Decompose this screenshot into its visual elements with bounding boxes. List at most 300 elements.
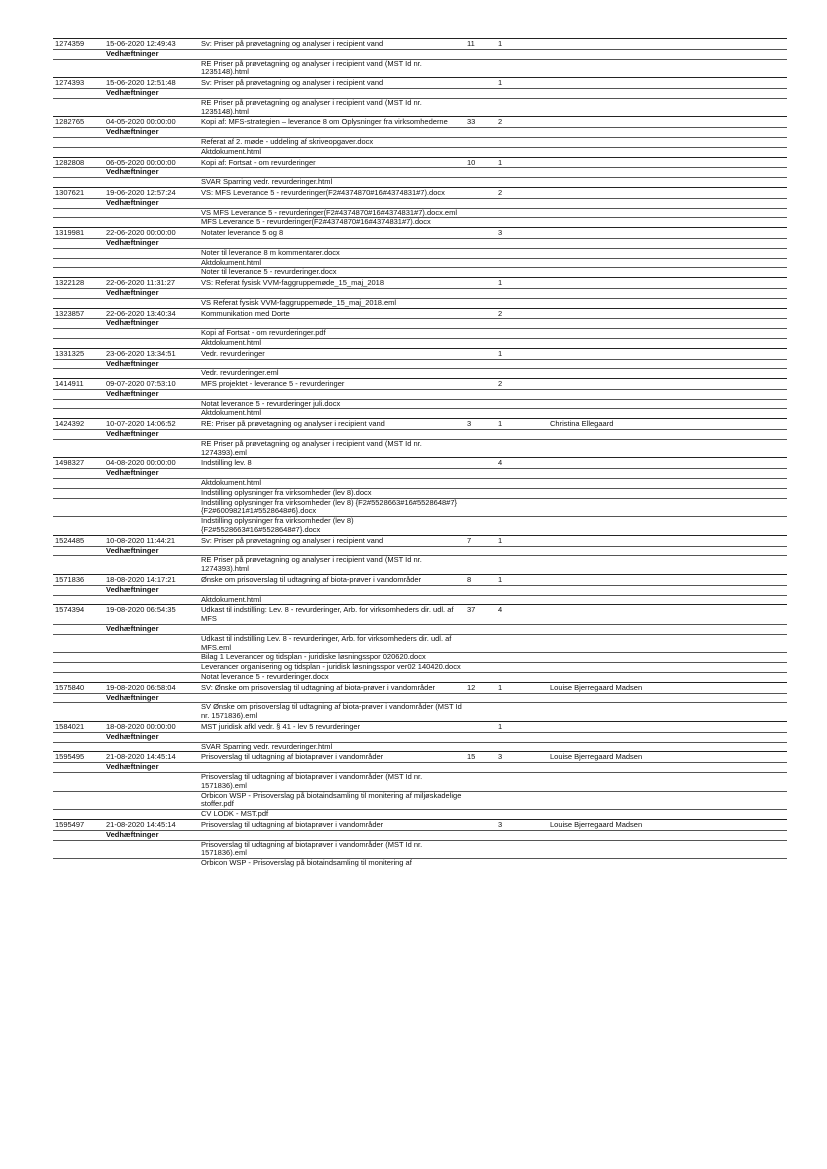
record-row xyxy=(53,278,787,289)
attachment-spacer xyxy=(465,488,496,498)
attachments-header-row xyxy=(53,49,787,59)
record-count: 1 xyxy=(496,575,548,586)
attachments-spacer xyxy=(199,128,465,138)
document-log-body xyxy=(53,39,787,868)
attachment-spacer xyxy=(53,59,104,78)
attachments-spacer xyxy=(465,693,496,703)
attachment-spacer xyxy=(104,98,199,117)
attachment-filename: Prisoverslag til udtagning af biotaprøver i vandområder (MST Id nr. 1571836).eml xyxy=(199,840,465,859)
attachment-spacer xyxy=(465,663,496,673)
record-date: 15-06-2020 12:51:48 xyxy=(104,78,199,89)
attachment-spacer xyxy=(496,268,548,278)
record-title: Sv: Priser på prøvetagning og analyser i recipient vand xyxy=(199,535,465,546)
record-title: Kommunikation med Dorte xyxy=(199,308,465,319)
record-count: 3 xyxy=(496,819,548,830)
attachment-spacer xyxy=(496,439,548,458)
attachment-spacer xyxy=(465,810,496,820)
attachment-spacer xyxy=(465,369,496,379)
record-date: 04-08-2020 00:00:00 xyxy=(104,458,199,469)
attachments-label: Vedhæftninger xyxy=(104,49,199,59)
attachment-spacer xyxy=(104,479,199,489)
attachments-spacer xyxy=(53,288,104,298)
record-row xyxy=(53,682,787,693)
attachments-spacer xyxy=(465,389,496,399)
attachments-spacer xyxy=(53,359,104,369)
attachment-spacer xyxy=(496,218,548,228)
attachment-filename: VS Referat fysisk VVM-faggruppemøde_15_maj_2018.eml xyxy=(199,298,465,308)
attachments-spacer xyxy=(548,168,787,178)
record-row xyxy=(53,458,787,469)
attachments-spacer xyxy=(496,49,548,59)
attachment-spacer xyxy=(53,673,104,683)
record-pages: 10 xyxy=(465,157,496,168)
attachment-spacer xyxy=(496,742,548,752)
attachment-filename: Orbicon WSP - Prisoverslag på biotaindsamling til monitering af miljøskadelige stoffer.pdf xyxy=(199,791,465,810)
attachments-spacer xyxy=(496,168,548,178)
record-id: 1498327 xyxy=(53,458,104,469)
record-row xyxy=(53,379,787,390)
attachment-spacer xyxy=(104,498,199,517)
attachment-spacer xyxy=(548,258,787,268)
record-pages: 3 xyxy=(465,419,496,430)
attachment-spacer xyxy=(465,178,496,188)
attachments-label: Vedhæftninger xyxy=(104,763,199,773)
attachments-spacer xyxy=(496,625,548,635)
attachments-header-row xyxy=(53,198,787,208)
attachment-spacer xyxy=(548,409,787,419)
attachments-spacer xyxy=(465,198,496,208)
attachment-spacer xyxy=(548,772,787,791)
record-date: 18-08-2020 00:00:00 xyxy=(104,721,199,732)
attachment-spacer xyxy=(548,634,787,653)
attachment-spacer xyxy=(104,258,199,268)
record-pages xyxy=(465,348,496,359)
attachment-filename: Kopi af Fortsat - om revurderinger.pdf xyxy=(199,329,465,339)
attachments-spacer xyxy=(199,763,465,773)
attachment-spacer xyxy=(496,673,548,683)
attachment-spacer xyxy=(548,98,787,117)
attachment-spacer xyxy=(548,859,787,868)
attachment-spacer xyxy=(496,409,548,419)
attachment-spacer xyxy=(496,399,548,409)
attachment-spacer xyxy=(465,479,496,489)
attachments-spacer xyxy=(496,198,548,208)
attachment-spacer xyxy=(496,147,548,157)
attachment-row xyxy=(53,439,787,458)
record-id: 1584021 xyxy=(53,721,104,732)
record-person xyxy=(548,157,787,168)
attachments-spacer xyxy=(53,430,104,440)
record-count: 3 xyxy=(496,228,548,239)
record-person xyxy=(548,308,787,319)
record-count: 1 xyxy=(496,278,548,289)
record-count: 1 xyxy=(496,39,548,50)
attachment-row xyxy=(53,329,787,339)
attachments-spacer xyxy=(465,430,496,440)
attachment-spacer xyxy=(104,703,199,722)
record-id: 1282808 xyxy=(53,157,104,168)
attachment-spacer xyxy=(53,218,104,228)
attachment-filename: Notat leverance 5 - revurderinger juli.docx xyxy=(199,399,465,409)
attachments-header-row xyxy=(53,288,787,298)
attachment-row xyxy=(53,218,787,228)
attachment-spacer xyxy=(465,772,496,791)
attachment-spacer xyxy=(465,517,496,536)
record-title: Sv: Priser på prøvetagning og analyser i recipient vand xyxy=(199,78,465,89)
record-pages xyxy=(465,308,496,319)
attachment-spacer xyxy=(53,859,104,868)
attachments-spacer xyxy=(53,469,104,479)
attachments-spacer xyxy=(496,693,548,703)
record-count: 2 xyxy=(496,117,548,128)
record-row xyxy=(53,228,787,239)
attachment-spacer xyxy=(104,248,199,258)
attachments-spacer xyxy=(548,625,787,635)
attachments-spacer xyxy=(465,238,496,248)
record-id: 1595497 xyxy=(53,819,104,830)
attachments-spacer xyxy=(465,288,496,298)
record-date: 06-05-2020 00:00:00 xyxy=(104,157,199,168)
attachment-spacer xyxy=(465,208,496,218)
attachments-spacer xyxy=(548,763,787,773)
record-row xyxy=(53,535,787,546)
record-row xyxy=(53,157,787,168)
record-pages xyxy=(465,228,496,239)
attachment-filename: Aktdokument.html xyxy=(199,338,465,348)
record-pages: 15 xyxy=(465,752,496,763)
record-date: 22-06-2020 00:00:00 xyxy=(104,228,199,239)
record-pages: 11 xyxy=(465,39,496,50)
attachments-label: Vedhæftninger xyxy=(104,389,199,399)
attachment-spacer xyxy=(548,663,787,673)
record-count: 1 xyxy=(496,535,548,546)
attachment-spacer xyxy=(104,595,199,605)
attachment-spacer xyxy=(548,840,787,859)
attachments-header-row xyxy=(53,238,787,248)
attachment-spacer xyxy=(53,556,104,575)
attachment-spacer xyxy=(53,409,104,419)
attachments-spacer xyxy=(199,732,465,742)
attachment-spacer xyxy=(104,329,199,339)
attachment-spacer xyxy=(548,399,787,409)
attachment-spacer xyxy=(465,338,496,348)
record-person xyxy=(548,228,787,239)
attachment-filename: Aktdokument.html xyxy=(199,479,465,489)
attachment-spacer xyxy=(53,653,104,663)
attachments-label: Vedhæftninger xyxy=(104,732,199,742)
attachment-spacer xyxy=(496,810,548,820)
record-date: 23-06-2020 13:34:51 xyxy=(104,348,199,359)
attachments-label: Vedhæftninger xyxy=(104,88,199,98)
record-pages xyxy=(465,819,496,830)
attachment-filename: MFS Leverance 5 - revurderinger(F2#4374870#16#4374831#7).docx xyxy=(199,218,465,228)
attachment-spacer xyxy=(104,409,199,419)
attachments-label: Vedhæftninger xyxy=(104,198,199,208)
record-person xyxy=(548,575,787,586)
attachment-spacer xyxy=(104,859,199,868)
attachment-spacer xyxy=(548,329,787,339)
attachment-spacer xyxy=(104,178,199,188)
attachments-spacer xyxy=(496,128,548,138)
record-id: 1424392 xyxy=(53,419,104,430)
attachment-spacer xyxy=(465,218,496,228)
attachment-spacer xyxy=(465,137,496,147)
attachment-spacer xyxy=(548,268,787,278)
attachment-spacer xyxy=(496,556,548,575)
attachment-filename: VS MFS Leverance 5 - revurderinger(F2#4374870#16#4374831#7).docx.eml xyxy=(199,208,465,218)
attachment-row xyxy=(53,258,787,268)
attachment-spacer xyxy=(496,338,548,348)
attachments-label: Vedhæftninger xyxy=(104,238,199,248)
attachment-spacer xyxy=(104,137,199,147)
attachment-spacer xyxy=(496,98,548,117)
attachment-row xyxy=(53,663,787,673)
attachment-spacer xyxy=(104,59,199,78)
attachments-spacer xyxy=(496,88,548,98)
attachment-row xyxy=(53,810,787,820)
attachments-spacer xyxy=(53,168,104,178)
record-row xyxy=(53,819,787,830)
record-pages xyxy=(465,458,496,469)
record-title: Prisoverslag til udtagning af biotaprøver i vandområder xyxy=(199,752,465,763)
attachments-spacer xyxy=(465,763,496,773)
attachment-spacer xyxy=(53,840,104,859)
attachments-spacer xyxy=(496,732,548,742)
record-id: 1322128 xyxy=(53,278,104,289)
attachments-label: Vedhæftninger xyxy=(104,168,199,178)
attachments-spacer xyxy=(53,585,104,595)
attachment-spacer xyxy=(465,329,496,339)
record-date: 10-07-2020 14:06:52 xyxy=(104,419,199,430)
attachment-spacer xyxy=(496,859,548,868)
attachments-spacer xyxy=(53,319,104,329)
record-row xyxy=(53,78,787,89)
attachments-spacer xyxy=(548,198,787,208)
record-count: 1 xyxy=(496,348,548,359)
attachment-spacer xyxy=(104,369,199,379)
attachment-row xyxy=(53,772,787,791)
record-id: 1307621 xyxy=(53,187,104,198)
attachment-filename: Aktdokument.html xyxy=(199,595,465,605)
attachment-spacer xyxy=(53,663,104,673)
attachment-row xyxy=(53,147,787,157)
attachment-filename: Udkast til indstilling Lev. 8 - revurderinger, Arb. for virksomheders dir. udl. af MFS.eml xyxy=(199,634,465,653)
attachment-spacer xyxy=(548,479,787,489)
attachment-spacer xyxy=(53,791,104,810)
attachments-header-row xyxy=(53,585,787,595)
attachment-spacer xyxy=(496,703,548,722)
attachment-spacer xyxy=(465,840,496,859)
attachment-spacer xyxy=(53,137,104,147)
record-id: 1319981 xyxy=(53,228,104,239)
record-title: Kopi af: MFS-strategien – leverance 8 om Oplysninger fra virksomhederne xyxy=(199,117,465,128)
record-count: 2 xyxy=(496,308,548,319)
record-id: 1282765 xyxy=(53,117,104,128)
attachments-spacer xyxy=(53,49,104,59)
attachment-spacer xyxy=(548,178,787,188)
record-count: 1 xyxy=(496,78,548,89)
document-log-table xyxy=(53,38,787,868)
attachment-spacer xyxy=(496,329,548,339)
record-id: 1323857 xyxy=(53,308,104,319)
attachments-header-row xyxy=(53,88,787,98)
attachment-spacer xyxy=(465,258,496,268)
record-person: Christina Ellegaard xyxy=(548,419,787,430)
record-person: Louise Bjerregaard Madsen xyxy=(548,819,787,830)
attachment-row xyxy=(53,59,787,78)
record-count: 4 xyxy=(496,605,548,625)
attachments-spacer xyxy=(199,389,465,399)
record-person xyxy=(548,39,787,50)
attachments-spacer xyxy=(465,359,496,369)
attachments-spacer xyxy=(199,49,465,59)
attachments-spacer xyxy=(548,732,787,742)
attachment-spacer xyxy=(548,556,787,575)
attachment-spacer xyxy=(496,258,548,268)
attachment-spacer xyxy=(496,248,548,258)
attachment-spacer xyxy=(465,147,496,157)
attachment-spacer xyxy=(104,653,199,663)
attachments-spacer xyxy=(465,469,496,479)
attachment-spacer xyxy=(104,147,199,157)
attachment-spacer xyxy=(465,556,496,575)
attachment-spacer xyxy=(496,840,548,859)
attachments-header-row xyxy=(53,319,787,329)
attachment-filename: RE Priser på prøvetagning og analyser i recipient vand (MST Id nr. 1274393).html xyxy=(199,556,465,575)
attachments-spacer xyxy=(199,625,465,635)
attachment-filename: SV Ønske om prisoverslag til udtagning af biota-prøver i vandområder (MST Id nr. 1571836).eml xyxy=(199,703,465,722)
attachment-row xyxy=(53,338,787,348)
record-row xyxy=(53,752,787,763)
attachment-spacer xyxy=(465,298,496,308)
attachment-row xyxy=(53,137,787,147)
attachments-spacer xyxy=(548,546,787,556)
attachments-spacer xyxy=(496,469,548,479)
record-person xyxy=(548,278,787,289)
attachment-spacer xyxy=(104,663,199,673)
record-person xyxy=(548,78,787,89)
attachments-spacer xyxy=(53,128,104,138)
attachment-spacer xyxy=(104,218,199,228)
attachments-label: Vedhæftninger xyxy=(104,585,199,595)
record-pages xyxy=(465,721,496,732)
attachment-spacer xyxy=(496,653,548,663)
attachment-spacer xyxy=(53,98,104,117)
attachment-row xyxy=(53,703,787,722)
record-person xyxy=(548,605,787,625)
attachments-label: Vedhæftninger xyxy=(104,830,199,840)
attachments-label: Vedhæftninger xyxy=(104,430,199,440)
attachment-spacer xyxy=(465,98,496,117)
attachments-header-row xyxy=(53,625,787,635)
record-row xyxy=(53,348,787,359)
attachment-filename: Indstilling oplysninger fra virksomheder (lev 8).docx xyxy=(199,488,465,498)
attachment-filename: Aktdokument.html xyxy=(199,409,465,419)
attachments-label: Vedhæftninger xyxy=(104,693,199,703)
attachment-row xyxy=(53,399,787,409)
attachment-spacer xyxy=(465,59,496,78)
record-person xyxy=(548,117,787,128)
record-row xyxy=(53,117,787,128)
attachment-spacer xyxy=(548,653,787,663)
attachment-spacer xyxy=(104,556,199,575)
attachment-spacer xyxy=(465,595,496,605)
attachment-spacer xyxy=(465,634,496,653)
attachment-row xyxy=(53,673,787,683)
attachments-label: Vedhæftninger xyxy=(104,469,199,479)
attachments-spacer xyxy=(496,359,548,369)
attachment-row xyxy=(53,498,787,517)
record-person xyxy=(548,348,787,359)
attachment-spacer xyxy=(496,178,548,188)
record-date: 19-08-2020 06:58:04 xyxy=(104,682,199,693)
attachments-spacer xyxy=(548,128,787,138)
record-id: 1414911 xyxy=(53,379,104,390)
attachment-row xyxy=(53,859,787,868)
record-id: 1274393 xyxy=(53,78,104,89)
attachments-spacer xyxy=(465,830,496,840)
record-person xyxy=(548,721,787,732)
attachment-spacer xyxy=(53,147,104,157)
record-count: 1 xyxy=(496,682,548,693)
attachments-spacer xyxy=(496,288,548,298)
record-count: 2 xyxy=(496,187,548,198)
attachment-filename: Referat af 2. møde - uddeling af skriveopgaver.docx xyxy=(199,137,465,147)
attachment-spacer xyxy=(104,673,199,683)
record-id: 1274359 xyxy=(53,39,104,50)
record-person: Louise Bjerregaard Madsen xyxy=(548,752,787,763)
attachments-spacer xyxy=(465,585,496,595)
attachments-spacer xyxy=(548,469,787,479)
attachments-spacer xyxy=(465,625,496,635)
record-date: 21-08-2020 14:45:14 xyxy=(104,752,199,763)
record-id: 1571836 xyxy=(53,575,104,586)
record-date: 10-08-2020 11:44:21 xyxy=(104,535,199,546)
attachment-spacer xyxy=(53,479,104,489)
attachment-spacer xyxy=(53,498,104,517)
attachment-spacer xyxy=(104,517,199,536)
record-row xyxy=(53,605,787,625)
record-title: Sv: Priser på prøvetagning og analyser i recipient vand xyxy=(199,39,465,50)
record-date: 19-06-2020 12:57:24 xyxy=(104,187,199,198)
attachments-spacer xyxy=(199,238,465,248)
attachment-filename: Notat leverance 5 - revurderinger.docx xyxy=(199,673,465,683)
record-pages: 37 xyxy=(465,605,496,625)
attachment-spacer xyxy=(496,369,548,379)
attachment-spacer xyxy=(548,810,787,820)
attachment-spacer xyxy=(465,859,496,868)
attachment-spacer xyxy=(465,248,496,258)
record-person xyxy=(548,187,787,198)
attachment-spacer xyxy=(53,439,104,458)
record-row xyxy=(53,39,787,50)
attachments-spacer xyxy=(548,49,787,59)
attachments-spacer xyxy=(465,319,496,329)
attachment-spacer xyxy=(53,399,104,409)
attachment-filename: SVAR Sparring vedr. revurderinger.html xyxy=(199,178,465,188)
attachment-spacer xyxy=(53,595,104,605)
attachment-spacer xyxy=(104,840,199,859)
record-date: 09-07-2020 07:53:10 xyxy=(104,379,199,390)
attachment-spacer xyxy=(53,517,104,536)
attachment-spacer xyxy=(548,703,787,722)
attachment-spacer xyxy=(548,248,787,258)
attachments-spacer xyxy=(465,49,496,59)
record-title: MST juridisk afkl vedr. § 41 - lev 5 revurderinger xyxy=(199,721,465,732)
attachments-spacer xyxy=(53,389,104,399)
record-id: 1575840 xyxy=(53,682,104,693)
attachment-spacer xyxy=(104,268,199,278)
